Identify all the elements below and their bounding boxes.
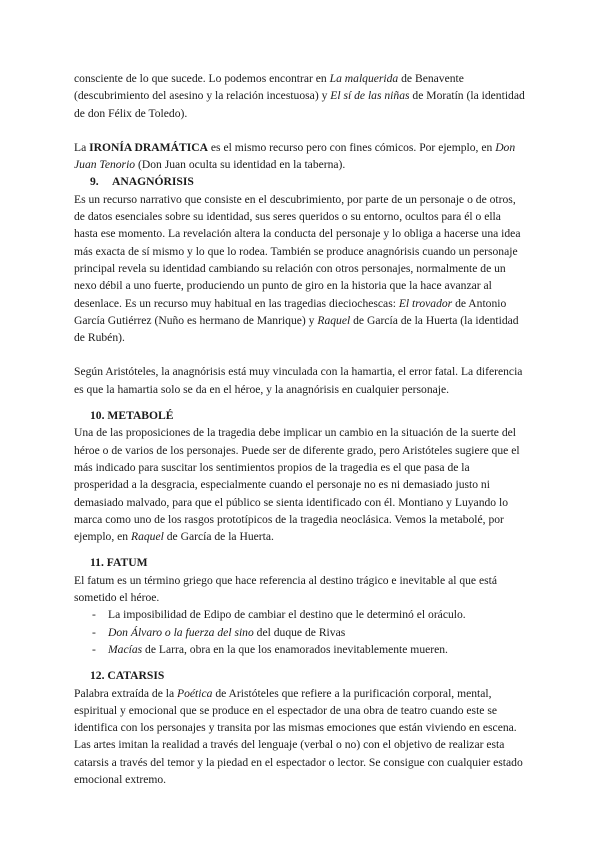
text: de Benavente (descubrimiento del asesino y la relación incestuosa) y [74,72,464,103]
work-title: Don Álvaro o la fuerza del sino [108,625,254,639]
paragraph-hamartia: Según Aristóteles, la anagnórisis está muy vinculada con la hamartia, el error fatal. La diferencia es que la hamartia solo se da en el héroe, y la anagnórisis en cualquier personaje. [74,365,523,396]
text: de Moratín (la identidad de don Félix de Toledo). [74,89,525,120]
paragraph-fatum: El fatum es un término griego que hace referencia al destino trágico e inevitable al que está sometido el héroe. [74,573,497,605]
paragraph-ironia-dramatica [74,139,526,174]
heading-number: 9. [90,175,99,189]
heading-metabole: 10. METABOLÉ [90,409,174,423]
text: consciente de lo que sucede. Lo podemos encontrar en [74,72,330,85]
text: Una de las proposiciones de la tragedia debe implicar un cambio en la situación de la suerte del héroe o de varios de los personajes. Puede ser de diferente grado, pero Aristóteles sugiere que el más indicado para suscitar los sentimientos propios de la tragedia es el que pasa de la prosperidad a la desgracia, especialmente cuando el personaje no es ni demasiado justo ni demasiado malvado, para que el público se sienta identificado con él. Montiano y Luyando lo marca como uno de los rasgos prototípicos de la tragedia neoclásica. Vemos la metabolé, por ejemplo, en [74,426,520,544]
work-title: Raquel [130,530,164,544]
list-item [74,624,526,641]
heading-catarsis: 12. CATARSIS [90,669,165,683]
text: de García de la Huerta. [163,530,274,544]
text: es el mismo recurso pero con fines cómicos. Por ejemplo, en [207,140,496,154]
text: de Antonio García Gutiérrez (Nuño es hermano de Manrique) y [74,296,507,327]
heading-anagnorisis [74,173,526,190]
text: La [74,140,90,154]
text: (Don Juan oculta su identidad en la taberna). [135,158,346,172]
work-title: El sí de las niñas [330,89,410,103]
list-item [74,641,526,658]
work-title: La malquerida [329,72,399,85]
list-item [74,606,526,623]
text: Es un recurso narrativo que consiste en el descubrimiento, por parte de un personaje o de otros, de datos esenciales sobre su identidad, sus seres queridos o su entorno, ocultos para él o ella hasta ese momento. La revelación altera la conducta del personaje y lo obliga a hacerse una idea más exacta de sí mismo y lo que lo rodea. También se produce anagnórisis cuando un personaje principal revela su identidad cambiando su relación con otros personajes, normalmente de un nexo débil a uno fuerte, produciendo un punto de giro en la historia que la hace avanzar al desenlace. Es un recurso muy habitual en las tragedias dieciochescas: [74,192,521,310]
text: de Larra, obra en la que los enamorados inevitablemente mueren. [142,642,448,656]
text: del duque de Rivas [253,625,346,639]
text: de Aristóteles que refiere a la purificación corporal, mental, espiritual y emocional que se produce en el espectador de una obra de teatro cuando este se identifica con los personajes y transita por las mismas emociones que están viviendo en escena. Las artes imitan la realidad a través del lenguaje (verbal o no) con el objetivo de realizar esta catarsis a través del temor y la piedad en el espectador o lector. Se consigue con cualquier estado emocional extremo. [74,686,523,786]
work-title: Macías [108,642,143,656]
text: de García de la Huerta (la identidad de Rubén). [74,313,519,345]
work-title: Don Juan Tenorio [74,140,516,172]
work-title: Raquel [317,313,351,327]
work-title: Poética [177,686,213,700]
work-title: El trovador [398,296,453,310]
text: La imposibilidad de Edipo de cambiar el destino que le determinó el oráculo. [108,608,466,622]
bold-term: IRONÍA DRAMÁTICA [89,140,208,154]
heading-fatum: 11. FATUM [90,556,148,570]
fatum-list [74,606,526,658]
paragraph-catarsis [74,685,526,789]
paragraph-continuation [74,70,526,122]
paragraph-metabole [74,424,526,545]
text: Palabra extraída de la [74,686,178,700]
heading-text: ANAGNÓRISIS [112,175,194,189]
paragraph-anagnorisis [74,191,526,347]
